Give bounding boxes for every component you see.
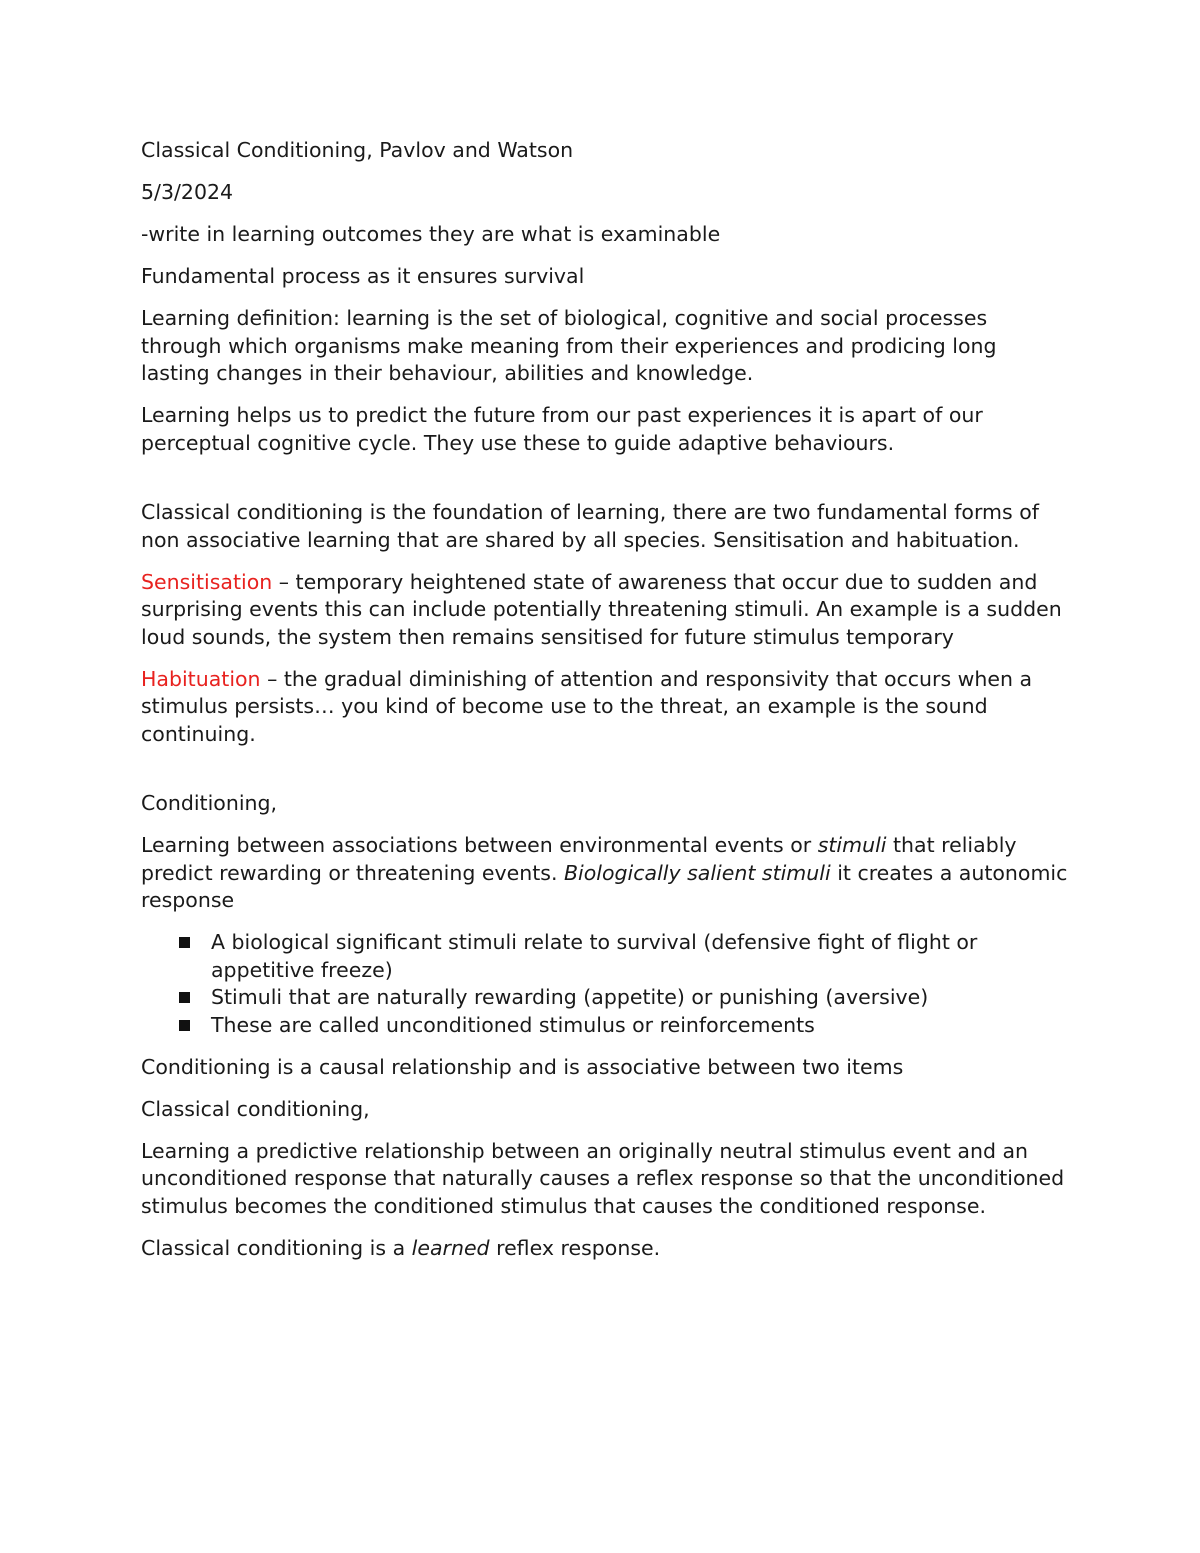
paragraph-fundamental: Fundamental process as it ensures survival	[141, 264, 585, 288]
paragraph-definition: Learning definition: learning is the set of biological, cognitive and social processes through which organisms make meaning from their experiences and prodicing long lasting changes in their behaviour, abilities and knowledge.	[141, 306, 997, 385]
paragraph-foundation: Classical conditioning is the foundation of learning, there are two fundamental forms of non associative learning that are shared by all species. Sensitisation and habituation.	[141, 500, 1039, 552]
paragraph-sensitisation	[141, 569, 1071, 652]
note-learning-outcomes: -write in learning outcomes they are what is examinable	[141, 222, 721, 246]
list-item	[141, 984, 1071, 1012]
blank-line	[141, 763, 1071, 791]
heading-conditioning: Conditioning,	[141, 791, 278, 815]
list-item-text: These are called unconditioned stimulus or reinforcements	[211, 1012, 815, 1037]
list-item	[141, 1012, 1071, 1040]
document-title: Classical Conditioning, Pavlov and Watson	[141, 138, 574, 162]
paragraph-predictive-relationship: Learning a predictive relationship between an originally neutral stimulus event and an unconditioned response that naturally causes a reflex response so that the unconditioned stimulus becomes the conditioned stimulus that causes the conditioned response.	[141, 1138, 1065, 1218]
bullet-list	[141, 929, 1071, 1039]
text-span: Learning between associations between environmental events or	[141, 833, 818, 857]
text-span: it creates a autonomic response	[141, 860, 1068, 912]
list-item-text: Stimuli that are naturally rewarding (appetite) or punishing (aversive)	[211, 985, 929, 1009]
document-date: 5/3/2024	[141, 180, 234, 204]
square-bullet-icon	[179, 992, 190, 1003]
sensitisation-text: – temporary heightened state of awareness that occur due to sudden and surprising events this can include potentially threatening stimuli. An example is a sudden loud sounds, the system then remains sensitised for future stimulus temporary	[141, 569, 1062, 649]
blank-line	[141, 472, 1071, 500]
list-item-text: A biological significant stimuli relate to survival (defensive fight of flight or appetitive freeze)	[211, 930, 978, 982]
text-span: Classical conditioning is a	[141, 1235, 412, 1260]
heading-classical-conditioning: Classical conditioning,	[141, 1096, 370, 1121]
term-sensitisation: Sensitisation	[141, 569, 273, 594]
paragraph-predict: Learning helps us to predict the future from our past experiences it is apart of our perceptual cognitive cycle. They use these to guide adaptive behaviours.	[141, 403, 983, 455]
italic-stimuli: stimuli	[817, 833, 887, 857]
square-bullet-icon	[179, 937, 190, 948]
paragraph-habituation	[141, 666, 1071, 749]
square-bullet-icon	[179, 1020, 190, 1031]
italic-learned: learned	[411, 1235, 490, 1260]
paragraph-conditioning-definition	[141, 832, 1071, 915]
term-habituation: Habituation	[141, 666, 261, 691]
paragraph-causal: Conditioning is a causal relationship and is associative between two items	[141, 1054, 904, 1079]
document-page	[141, 137, 1071, 1277]
habituation-text: – the gradual diminishing of attention and responsivity that occurs when a stimulus persists… you kind of become use to the threat, an example is the sound continuing.	[141, 666, 1033, 746]
italic-salient-stimuli: Biologically salient stimuli	[563, 860, 831, 885]
list-item	[141, 929, 1071, 984]
text-span: that reliably predict rewarding or threatening events.	[141, 833, 1017, 885]
paragraph-learned-reflex	[141, 1235, 1071, 1263]
text-span: reflex response.	[489, 1235, 661, 1260]
